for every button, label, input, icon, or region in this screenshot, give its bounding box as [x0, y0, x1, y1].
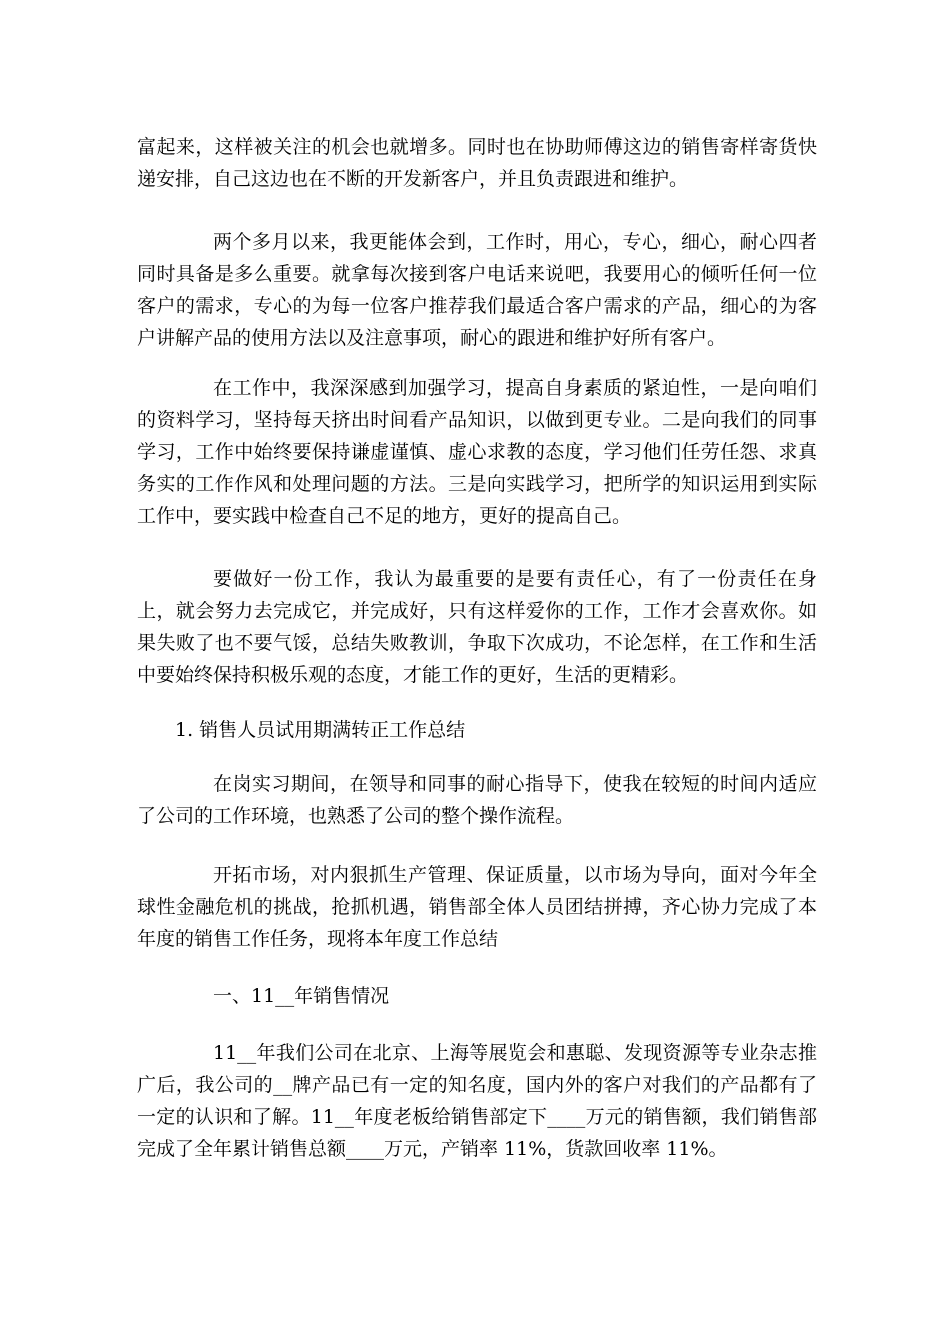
paragraph-market: 开拓市场，对内狠抓生产管理、保证质量，以市场为导向，面对今年全球性金融危机的挑战，抢抓机遇，销售部全体人员团结拼搏，齐心协力完成了本年度的销售工作任务，现将本年度工作总结 — [137, 864, 817, 950]
paragraph-responsibility: 要做好一份工作，我认为最重要的是要有责任心，有了一份责任在身上，就会努力去完成它，并完成好，只有这样爱你的工作，工作才会喜欢你。如果失败了也不要气馁，总结失败教训，争取下次成功，不论怎样，在工作和生活中要始终保持积极乐观的态度，才能工作的更好，生活的更精彩。 — [137, 568, 817, 686]
paragraph-continuation: 富起来，这样被关注的机会也就增多。同时也在协助师傅这边的销售寄样寄货快递安排，自己这边也在不断的开发新客户，并且负责跟进和维护。 — [137, 136, 817, 190]
section-heading-sales: 一、11__年销售情况 — [213, 985, 390, 1007]
section-heading-summary: 1. 销售人员试用期满转正工作总结 — [175, 719, 466, 741]
paragraph-sales-figures: 11__年我们公司在北京、上海等展览会和惠聪、发现资源等专业杂志推广后，我公司的__牌产品已有一定的知名度，国内外的客户对我们的产品都有了一定的认识和了解。11__年度老板给销售部定下____万元的销售额，我们销售部完成了全年累计销售总额____万元，产销率 11%，货款回收率 11%。 — [137, 1042, 817, 1160]
paragraph-internship: 在岗实习期间，在领导和同事的耐心指导下，使我在较短的时间内适应了公司的工作环境，也熟悉了公司的整个操作流程。 — [137, 773, 817, 827]
paragraph-work-attitude: 两个多月以来，我更能体会到，工作时，用心，专心，细心，耐心四者同时具备是多么重要。就拿每次接到客户电话来说吧，我要用心的倾听任何一位客户的需求，专心的为每一位客户推荐我们最适合客户需求的产品，细心的为客户讲解产品的使用方法以及注意事项，耐心的跟进和维护好所有客户。 — [137, 231, 817, 349]
paragraph-learning: 在工作中，我深深感到加强学习，提高自身素质的紧迫性，一是向咱们的资料学习，坚持每天挤出时间看产品知识，以做到更专业。二是向我们的同事学习，工作中始终要保持谦虚谨慎、虚心求教的态度，学习他们任劳任怨、求真务实的工作作风和处理问题的方法。三是向实践学习，把所学的知识运用到实际工作中，要实践中检查自己不足的地方，更好的提高自己。 — [137, 377, 817, 527]
